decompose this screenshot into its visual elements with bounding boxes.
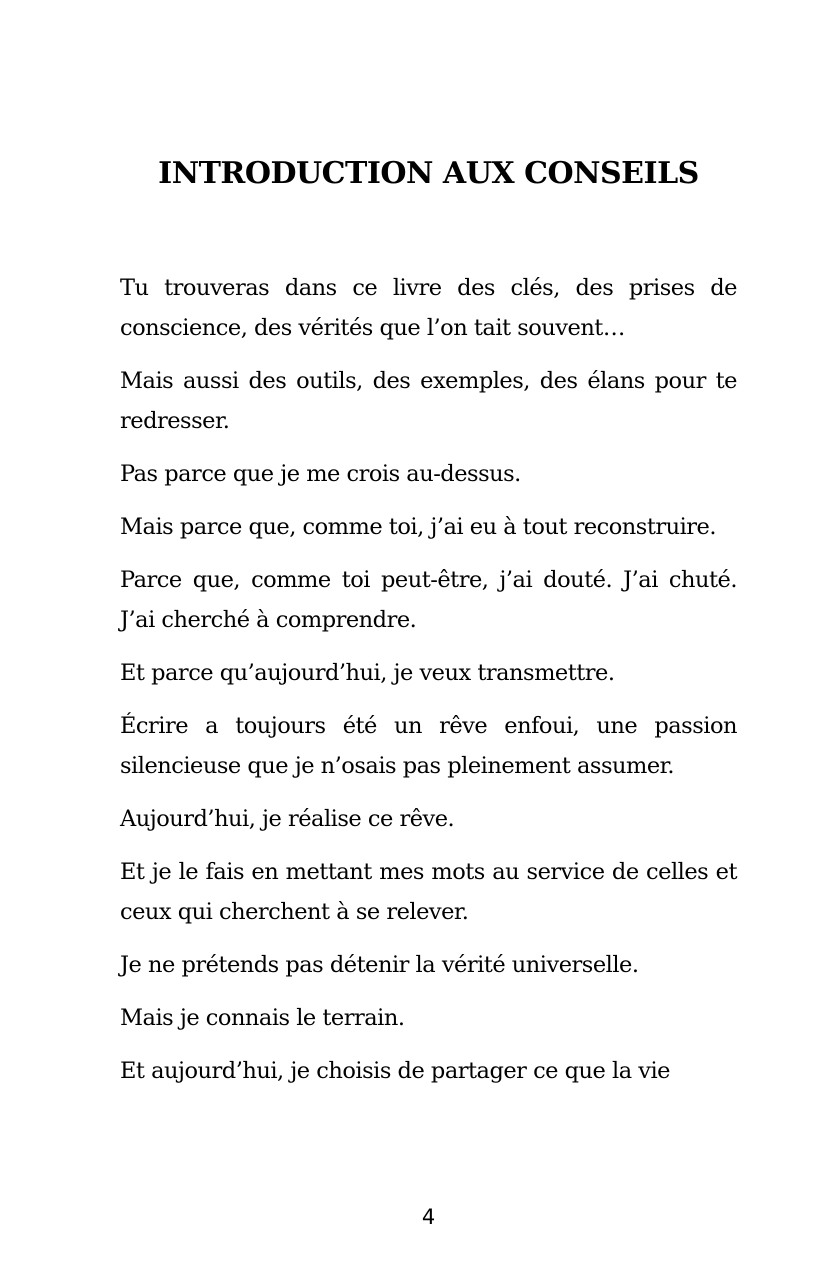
paragraph: Mais aussi des outils, des exemples, des élans pour te redresser. bbox=[120, 368, 737, 434]
paragraph: Parce que, comme toi peut-être, j’ai douté. J’ai chuté. J’ai cherché à comprendre. bbox=[120, 567, 737, 633]
page-number: 4 bbox=[421, 1205, 436, 1229]
paragraph: Et aujourd’hui, je choisis de partager ce que la vie bbox=[120, 1058, 670, 1084]
paragraph: Je ne prétends pas détenir la vérité universelle. bbox=[120, 952, 639, 978]
paragraph: Mais parce que, comme toi, j’ai eu à tout reconstruire. bbox=[120, 514, 717, 540]
paragraph: Mais je connais le terrain. bbox=[120, 1005, 405, 1031]
body-text bbox=[120, 268, 737, 1104]
paragraph: Tu trouveras dans ce livre des clés, des prises de conscience, des vérités que l’on tait souvent… bbox=[120, 275, 737, 341]
chapter-heading: INTRODUCTION AUX CONSEILS bbox=[158, 156, 699, 191]
paragraph: Et je le fais en mettant mes mots au service de celles et ceux qui cherchent à se relever. bbox=[120, 859, 737, 925]
paragraph: Pas parce que je me crois au-dessus. bbox=[120, 461, 521, 487]
paragraph: Aujourd’hui, je réalise ce rêve. bbox=[120, 806, 455, 832]
paragraph: Écrire a toujours été un rêve enfoui, une passion silencieuse que je n’osais pas pleinement assumer. bbox=[120, 713, 737, 779]
paragraph: Et parce qu’aujourd’hui, je veux transmettre. bbox=[120, 660, 615, 686]
